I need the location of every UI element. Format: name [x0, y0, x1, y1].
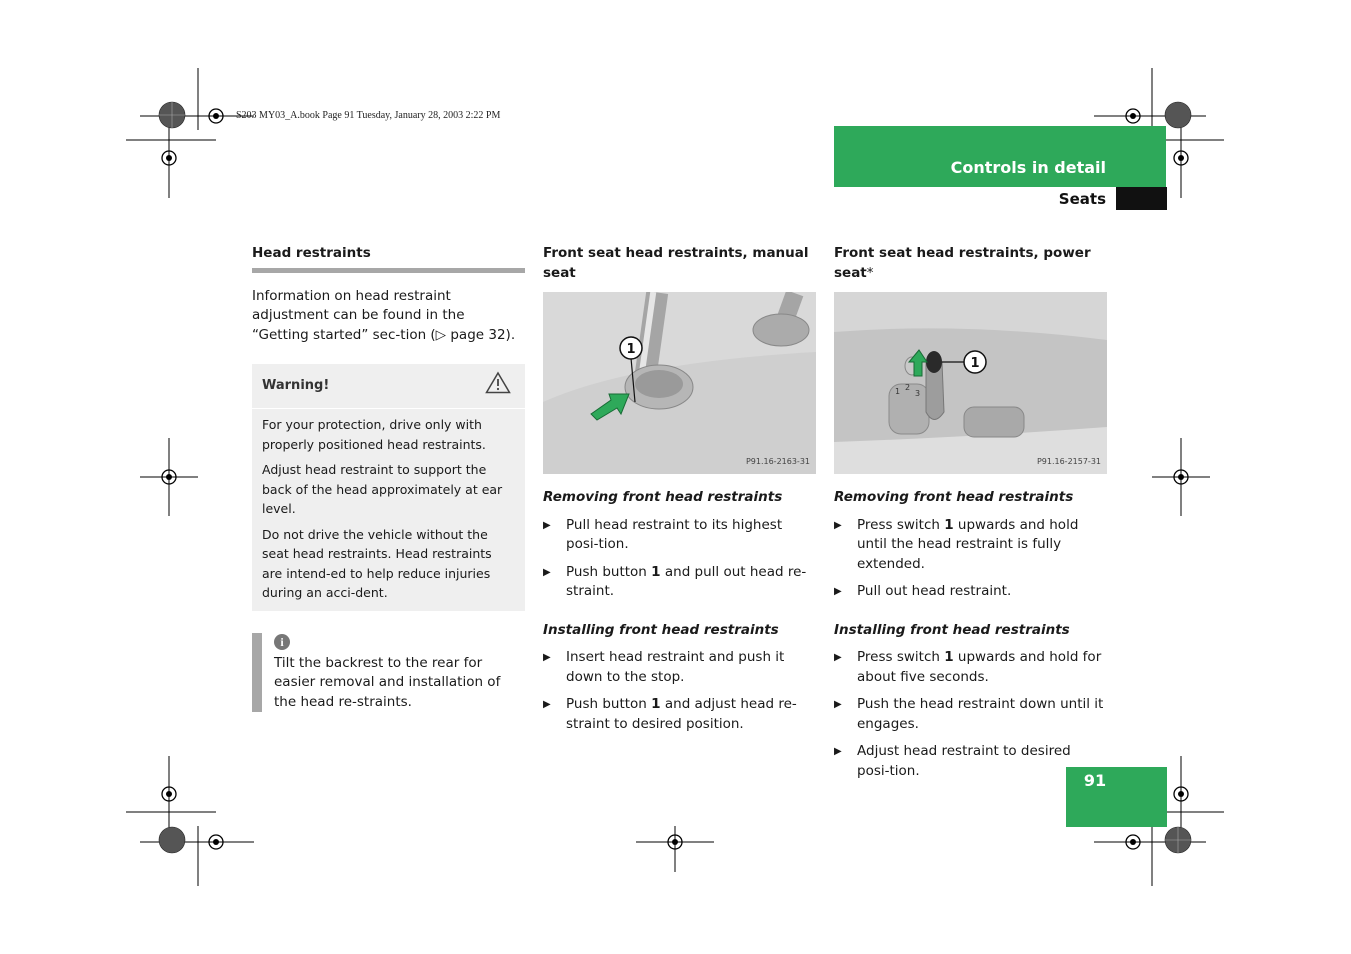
manual-head-restraint-illustration [543, 292, 816, 474]
step-text-part: and adjust head re-straint to desired position. [566, 696, 797, 732]
step-text-part: Push button [566, 696, 652, 712]
step-text-part: Pull out head restraint. [857, 583, 1012, 599]
figure-code: P91.16-2157-31 [1036, 456, 1101, 466]
removing-heading: Removing front head restraints [834, 489, 1074, 505]
step-text-part: upwards and hold for about five seconds. [857, 649, 1102, 685]
info-icon: i [274, 634, 290, 650]
info-note [252, 633, 525, 713]
list-item [543, 563, 816, 602]
step-text-part: upwards and hold until the head restraint is fully extended. [857, 516, 1079, 572]
step-ref: 1 [651, 563, 661, 580]
step-text-part: Insert head restraint and push it down to the stop. [566, 649, 785, 685]
figure-manual-seat [543, 292, 816, 474]
bullet-arrow-icon: ▶ [834, 586, 842, 597]
warning-box [252, 364, 525, 611]
step-text [566, 695, 816, 734]
heading-star: * [866, 264, 874, 281]
list-item [834, 582, 1107, 602]
section-tab-marker [1116, 187, 1167, 210]
heading-text: Front seat head restraints, power seat [834, 245, 1091, 281]
step-ref: 1 [944, 649, 954, 665]
info-text: Tilt the backrest to the rear for easier removal and installation of the head re-straints. [274, 654, 501, 710]
warning-paragraph: Do not drive the vehicle without the seat head restraints. Head restraints are intend-ed to help reduce injuries during an acci-dent. [262, 526, 492, 600]
bullet-arrow-icon: ▶ [543, 566, 551, 578]
bullet-arrow-icon: ▶ [543, 652, 551, 663]
step-text [857, 582, 1011, 602]
figure-power-seat [834, 292, 1107, 474]
bullet-arrow-icon: ▶ [834, 652, 842, 663]
step-text [857, 648, 1107, 687]
warning-title: Warning! [262, 378, 330, 394]
step-text-part: Push the head restraint down until it engages. [857, 696, 1104, 732]
callout-1: 1 [626, 342, 636, 357]
removing-heading: Removing front head restraints [543, 489, 783, 505]
bullet-arrow-icon: ▶ [543, 699, 551, 710]
warning-triangle-icon [485, 371, 511, 401]
figure-code: P91.16-2163-31 [745, 456, 810, 466]
mini-label: 1 [895, 387, 901, 396]
installing-heading: Installing front head restraints [834, 621, 1070, 638]
step-ref: 1 [651, 696, 661, 712]
page-number: 91 [1083, 771, 1107, 790]
bullet-arrow-icon: ▶ [834, 746, 842, 757]
step-text [566, 648, 816, 687]
section-header-bar [834, 126, 1166, 187]
bullet-arrow-icon: ▶ [543, 519, 551, 531]
warning-header [252, 364, 525, 409]
step-text [566, 563, 816, 602]
mini-label: 3 [915, 389, 921, 398]
step-text-part: Press switch [857, 649, 945, 665]
list-item [834, 742, 1107, 781]
step-ref: 1 [944, 516, 954, 533]
column-head-restraints [252, 244, 525, 712]
list-item [834, 648, 1107, 687]
mini-label: 2 [905, 383, 911, 392]
warning-body [252, 409, 525, 611]
list-item [543, 695, 816, 734]
bullet-arrow-icon: ▶ [834, 519, 842, 531]
heading-head-restraints: Head restraints [252, 245, 371, 261]
subsection-title: Seats [1058, 190, 1106, 208]
warning-paragraph: Adjust head restraint to support the back of the head approximately at ear level. [262, 462, 503, 516]
step-text [857, 695, 1107, 734]
callout-1: 1 [970, 356, 980, 371]
list-item [834, 516, 1107, 575]
step-text [566, 516, 816, 555]
warning-paragraph: For your protection, drive only with properly positioned head restraints. [262, 417, 486, 452]
step-text-part: Pull head restraint to its highest posi-tion. [566, 516, 783, 552]
list-item [543, 648, 816, 687]
step-text-part: Adjust head restraint to desired posi-tion. [857, 743, 1071, 779]
section-title: Controls in detail [950, 158, 1106, 177]
list-item [543, 516, 816, 555]
step-text [857, 742, 1107, 781]
step-text-part: and pull out head re-straint. [566, 563, 807, 599]
installing-heading: Installing front head restraints [543, 621, 779, 638]
bullet-arrow-icon: ▶ [834, 699, 842, 710]
list-item [834, 695, 1107, 734]
print-info-line: S203 MY03_A.book Page 91 Tuesday, January 28, 2003 2:22 PM [236, 110, 501, 121]
intro-paragraph: Information on head restraint adjustment can be found in the “Getting started” sec-tion (▷ page 32). [252, 287, 516, 343]
heading-manual-seat: Front seat head restraints, manual seat [543, 245, 809, 281]
column-power-seat [834, 244, 1107, 789]
column-manual-seat [543, 244, 816, 742]
step-text-part: Push button [566, 563, 652, 580]
heading-rule [252, 268, 525, 273]
step-text-part: Press switch [857, 516, 945, 533]
power-seat-switch-illustration [834, 292, 1107, 474]
step-text [857, 516, 1107, 575]
heading-power-seat [834, 244, 1107, 283]
